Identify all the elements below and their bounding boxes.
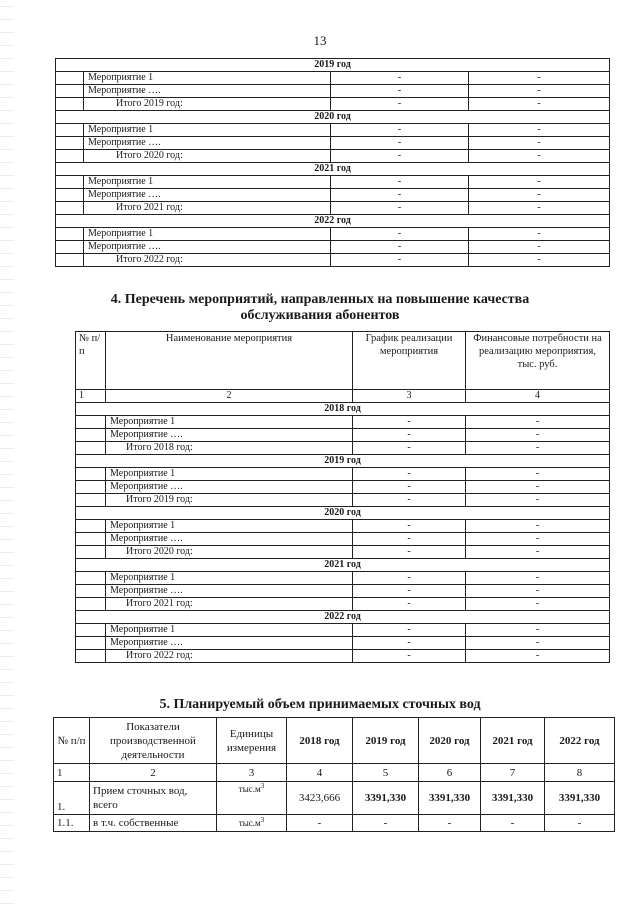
schedule-value: - [331,124,469,137]
year-label: 2022 год [56,215,610,228]
row-number [56,202,84,215]
row-number [56,241,84,254]
schedule-value: - [353,585,466,598]
row-number [56,150,84,163]
year-header-row [56,111,610,124]
table-row [76,468,610,481]
table-row [56,176,610,189]
activity-name: Мероприятие 1 [84,72,331,85]
column-number-row [54,764,615,782]
table-row [54,782,615,815]
activity-name: Мероприятие 1 [84,228,331,241]
schedule-value: - [331,98,469,111]
schedule-value: - [331,228,469,241]
table-row [76,429,610,442]
schedule-value: - [353,637,466,650]
year-label: 2020 год [76,507,610,520]
col-number-1: 1 [76,390,106,403]
total-row [56,150,610,163]
table-header-row [76,332,610,390]
financing-value: - [466,429,610,442]
financing-value: - [466,598,610,611]
table-row [56,241,610,254]
financing-value: - [466,481,610,494]
year-label: 2019 год [56,59,610,72]
financing-value: - [469,124,610,137]
year-header-row [56,215,610,228]
col-number-7: 7 [481,764,545,782]
header-name: Наименование мероприятия [106,332,353,390]
activity-name: Мероприятие 1 [106,416,353,429]
activity-name: Мероприятие 1 [84,176,331,189]
activity-name: Мероприятие …. [84,189,331,202]
row-number [56,85,84,98]
schedule-value: - [353,650,466,663]
total-row [76,650,610,663]
year-header-row [76,403,610,416]
schedule-value: - [331,176,469,189]
row-number [76,520,106,533]
schedule-value: - [331,72,469,85]
row-number [56,124,84,137]
total-label: Итого 2018 год: [106,442,353,455]
row-number [76,429,106,442]
activity-name: Мероприятие …. [84,241,331,254]
year-label: 2019 год [76,455,610,468]
value-2022: - [545,815,615,832]
row-number [76,533,106,546]
activity-name: Мероприятие 1 [106,624,353,637]
table-row [56,72,610,85]
financing-value: - [466,624,610,637]
col-number-8: 8 [545,764,615,782]
total-row [76,442,610,455]
schedule-value: - [353,468,466,481]
row-number: 1.1. [54,815,90,832]
column-number-row [76,390,610,403]
financing-value: - [469,85,610,98]
row-number [56,228,84,241]
header-unit: Единицы измерения [217,718,287,764]
header-indicator: Показатели производственной деятельности [90,718,217,764]
header-num: № п/п [54,718,90,764]
value-2020: - [419,815,481,832]
year-header-row [56,163,610,176]
financing-value: - [466,442,610,455]
section4-title-line1: 4. Перечень мероприятий, направленных на повышение качества [110,292,530,307]
header-2022: 2022 год [545,718,615,764]
header-2020: 2020 год [419,718,481,764]
row-number [56,176,84,189]
financing-value: - [469,176,610,189]
table-row [56,85,610,98]
value-2022: 3391,330 [545,782,615,815]
schedule-value: - [353,442,466,455]
activity-name: Мероприятие 1 [106,572,353,585]
total-label: Итого 2021 год: [106,598,353,611]
total-label: Итого 2019 год: [84,98,331,111]
schedule-value: - [331,241,469,254]
schedule-value: - [353,572,466,585]
year-header-row [76,455,610,468]
activity-name: Мероприятие 1 [106,468,353,481]
financing-value: - [469,189,610,202]
unit-superscript: 3 [260,782,265,790]
table-row [56,228,610,241]
financing-value: - [469,137,610,150]
schedule-value: - [331,254,469,267]
row-unit [217,815,287,832]
row-number [76,624,106,637]
row-number [76,481,106,494]
col-number-3: 3 [217,764,287,782]
row-number [76,546,106,559]
financing-value: - [466,416,610,429]
schedule-value: - [353,546,466,559]
financing-value: - [469,254,610,267]
total-row [56,254,610,267]
financing-value: - [469,98,610,111]
col-number-2: 2 [90,764,217,782]
col-number-4: 4 [287,764,353,782]
col-number-2: 2 [106,390,353,403]
year-label: 2018 год [76,403,610,416]
schedule-value: - [331,202,469,215]
row-number [76,598,106,611]
schedule-value: - [353,494,466,507]
table-row [56,137,610,150]
page-number: 13 [313,33,327,48]
table-row [76,520,610,533]
financing-value: - [466,468,610,481]
total-label: Итого 2020 год: [106,546,353,559]
row-number [56,189,84,202]
total-row [76,546,610,559]
activity-name: Мероприятие …. [106,533,353,546]
row-number [76,468,106,481]
value-2021: 3391,330 [481,782,545,815]
table-row [76,624,610,637]
financing-value: - [466,533,610,546]
row-number: 1. [54,782,90,815]
year-header-row [76,611,610,624]
row-number [56,137,84,150]
col-number-3: 3 [353,390,466,403]
row-number [76,494,106,507]
row-number [56,254,84,267]
col-number-5: 5 [353,764,419,782]
schedule-value: - [331,85,469,98]
row-number [76,572,106,585]
table-row [76,416,610,429]
year-label: 2021 год [76,559,610,572]
value-2018: - [287,815,353,832]
schedule-value: - [353,624,466,637]
value-2018: 3423,666 [287,782,353,815]
total-label: Итого 2022 год: [106,650,353,663]
table-row [76,572,610,585]
schedule-value: - [331,137,469,150]
year-header-row [56,59,610,72]
schedule-value: - [353,481,466,494]
total-label: Итого 2019 год: [106,494,353,507]
value-2020: 3391,330 [419,782,481,815]
section4-title [0,292,640,324]
header-schedule: График реализации мероприятия [353,332,466,390]
header-financing: Финансовые потребности на реализацию мероприятия, тыс. руб. [466,332,610,390]
row-unit [217,782,287,815]
scan-edge-artifact [0,0,14,905]
row-number [56,98,84,111]
wastewater-volume-table [53,717,615,832]
financing-value: - [469,150,610,163]
total-label: Итого 2022 год: [84,254,331,267]
financing-value: - [466,650,610,663]
total-label: Итого 2020 год: [84,150,331,163]
header-2021: 2021 год [481,718,545,764]
year-label: 2020 год [56,111,610,124]
year-label: 2022 год [76,611,610,624]
activity-name: Мероприятие …. [106,637,353,650]
unit-text: тыс.м [238,818,261,828]
schedule-value: - [353,416,466,429]
activity-name: Мероприятие 1 [106,520,353,533]
financing-value: - [466,546,610,559]
value-2019: - [353,815,419,832]
activity-name: Мероприятие …. [106,429,353,442]
financing-value: - [469,202,610,215]
financing-value: - [466,585,610,598]
row-number [76,442,106,455]
financing-value: - [466,572,610,585]
row-indicator: Прием сточных вод, всего [90,782,217,815]
total-label: Итого 2021 год: [84,202,331,215]
row-number [76,416,106,429]
value-2021: - [481,815,545,832]
schedule-value: - [353,429,466,442]
section5-title: 5. Планируемый объем принимаемых сточных вод [159,697,481,712]
row-number [76,650,106,663]
year-label: 2021 год [56,163,610,176]
financing-value: - [469,241,610,254]
table-header-row [54,718,615,764]
header-num: № п/п [76,332,106,390]
schedule-value: - [353,598,466,611]
financing-value: - [469,72,610,85]
total-row [56,202,610,215]
table-row [54,815,615,832]
header-2019: 2019 год [353,718,419,764]
table-row [56,124,610,137]
activity-name: Мероприятие …. [106,585,353,598]
row-indicator: в т.ч. собственные [90,815,217,832]
unit-superscript: 3 [260,816,265,824]
financing-value: - [466,637,610,650]
activities-table-continued [55,58,610,267]
value-2019: 3391,330 [353,782,419,815]
col-number-4: 4 [466,390,610,403]
schedule-value: - [331,150,469,163]
service-quality-activities-table [75,331,610,663]
col-number-6: 6 [419,764,481,782]
activity-name: Мероприятие 1 [84,124,331,137]
year-header-row [76,507,610,520]
header-2018: 2018 год [287,718,353,764]
section4-title-line2: обслуживания абонентов [240,308,400,323]
schedule-value: - [353,520,466,533]
activity-name: Мероприятие …. [106,481,353,494]
table-row [76,637,610,650]
total-row [76,598,610,611]
schedule-value: - [353,533,466,546]
schedule-value: - [331,189,469,202]
table-row [76,533,610,546]
row-number [76,637,106,650]
total-row [56,98,610,111]
row-number [56,72,84,85]
row-number [76,585,106,598]
activity-name: Мероприятие …. [84,137,331,150]
activity-name: Мероприятие …. [84,85,331,98]
financing-value: - [466,520,610,533]
table-row [56,189,610,202]
col-number-1: 1 [54,764,90,782]
financing-value: - [469,228,610,241]
unit-text: тыс.м [238,784,261,794]
table-row [76,585,610,598]
total-row [76,494,610,507]
table-row [76,481,610,494]
financing-value: - [466,494,610,507]
year-header-row [76,559,610,572]
